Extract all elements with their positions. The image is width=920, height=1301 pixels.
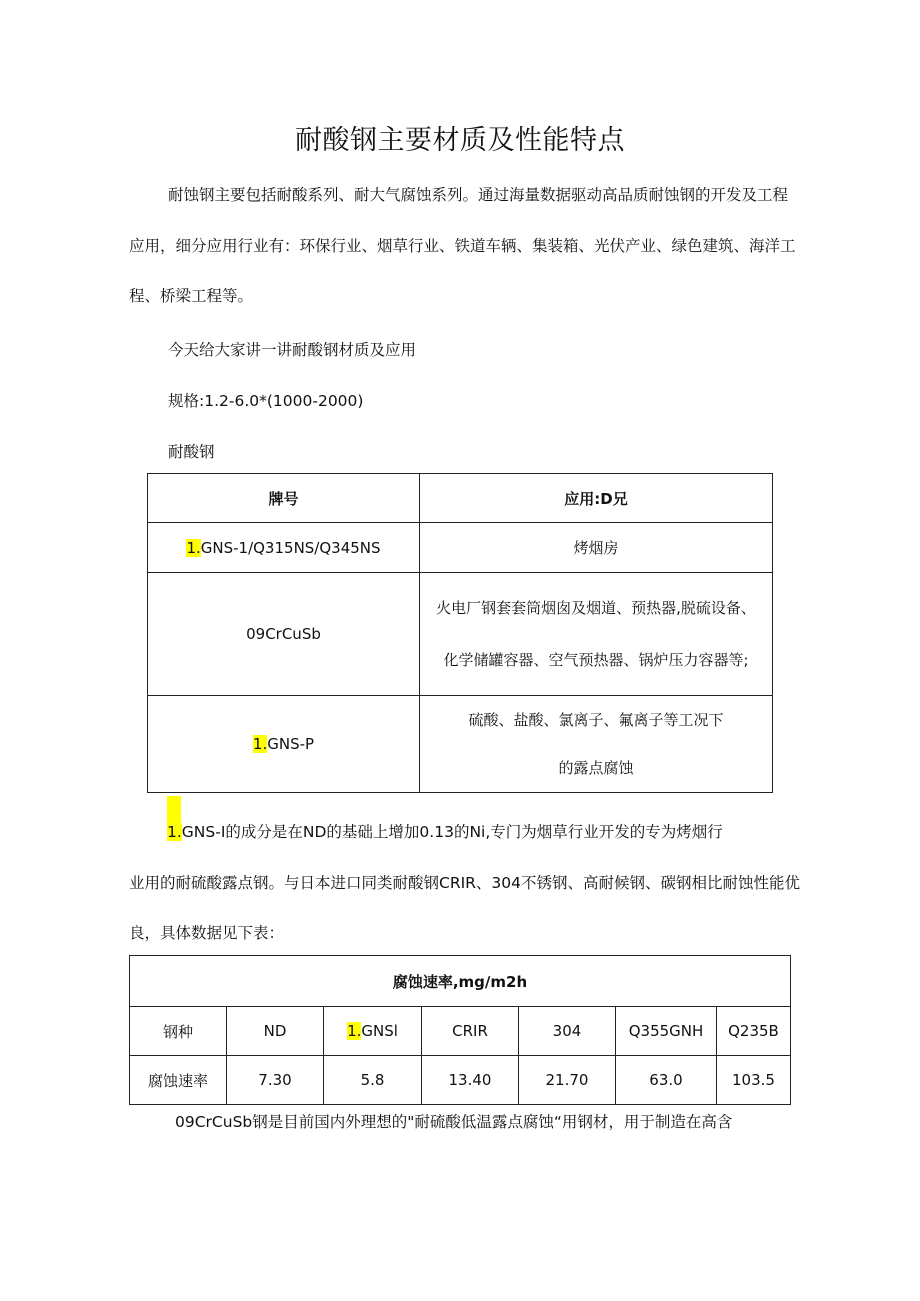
- table-cell: 103.5: [717, 1056, 791, 1105]
- table-cell: Q235B: [717, 1007, 791, 1056]
- application-cell: [420, 523, 773, 573]
- table-row: [148, 696, 773, 793]
- header-application: 应用:D兄: [420, 474, 773, 523]
- intro-line-3: 程、桥梁工程等。: [129, 287, 254, 305]
- grade-name: 09CrCuSb: [246, 625, 321, 643]
- table-cell: 304: [519, 1007, 616, 1056]
- para2-line-1: [167, 820, 723, 842]
- table-header-row: [148, 474, 773, 523]
- header-grade: 牌号: [148, 474, 420, 523]
- application-line-1: 火电厂钢套套筒烟囱及烟道、预热器,脱硫设备、: [436, 599, 756, 617]
- grade-cell: [148, 573, 420, 696]
- table-row: [130, 1007, 791, 1056]
- list-number-highlight: 1.: [186, 538, 201, 557]
- lead-text: 今天给大家讲一讲耐酸钢材质及应用: [168, 341, 417, 359]
- intro-line-1: 耐蚀钢主要包括耐酸系列、耐大气腐蚀系列。通过海量数据驱动高品质耐蚀钢的开发及工程: [168, 186, 789, 204]
- table-cell: 21.70: [519, 1056, 616, 1105]
- para2-line-1-text: GNS-I的成分是在ND的基础上增加0.13的Ni,专门为烟草行业开发的专为烤烟行: [181, 823, 723, 841]
- application-cell: [420, 573, 773, 696]
- table-cell: 13.40: [422, 1056, 519, 1105]
- grade-name: GNS-1/Q315NS/Q345NS: [200, 538, 381, 557]
- table-row: [148, 573, 773, 696]
- page-title: 耐酸钢主要材质及性能特点: [295, 125, 625, 156]
- intro-line-2: 应用，细分应用行业有：环保行业、烟草行业、铁道车辆、集装箱、光伏产业、绿色建筑、海洋工: [129, 237, 796, 255]
- table-caption-row: [130, 956, 791, 1007]
- table-caption: 腐蚀速率,mg∕m2h: [130, 956, 791, 1007]
- spec-text: 规格:1.2-6.0*(1000-2000): [168, 392, 364, 410]
- footer-line: 09CrCuSb钢是目前国内外理想的"耐硫酸低温露点腐蚀“用钢材，用于制造在高含: [175, 1113, 733, 1131]
- table-cell: Q355GNH: [616, 1007, 717, 1056]
- application-line-1: 硫酸、盐酸、氯离子、氟离子等工况下: [468, 711, 724, 729]
- table-cell: CRIR: [422, 1007, 519, 1056]
- row-label: 钢种: [130, 1007, 227, 1056]
- application-line-2: 的露点腐蚀: [558, 759, 634, 777]
- table-row: [148, 523, 773, 573]
- application-text: 烤烟房: [573, 539, 619, 557]
- application-line-2: 化学储罐容器、空气预热器、锅炉压力容器等;: [443, 651, 749, 669]
- grade-application-table: [147, 473, 773, 793]
- section-label: 耐酸钢: [168, 443, 215, 461]
- list-number-highlight: 1.: [167, 823, 182, 841]
- list-number-highlight: 1.: [252, 735, 268, 753]
- table-cell: 7.30: [227, 1056, 324, 1105]
- grade-name: GNS-P: [267, 735, 315, 753]
- list-number-highlight: 1.: [347, 1022, 362, 1040]
- table-cell: 63.0: [616, 1056, 717, 1105]
- table-cell: 5.8: [324, 1056, 422, 1105]
- table-row: [130, 1056, 791, 1105]
- table-cell: [324, 1007, 422, 1056]
- para2-line-2: 业用的耐硫酸露点钢。与日本进口同类耐酸钢CRIR、304不锈钢、高耐候钢、碳钢相比耐蚀性能优: [129, 874, 801, 892]
- steel-name: GNSl: [361, 1022, 398, 1040]
- application-cell: [420, 696, 773, 793]
- row-label: 腐蚀速率: [130, 1056, 227, 1105]
- para2-line-3: 良，具体数据见下表：: [129, 924, 285, 942]
- table-cell: ND: [227, 1007, 324, 1056]
- corrosion-rate-table: [129, 955, 791, 1105]
- grade-cell: [148, 696, 420, 793]
- grade-cell: [148, 523, 420, 573]
